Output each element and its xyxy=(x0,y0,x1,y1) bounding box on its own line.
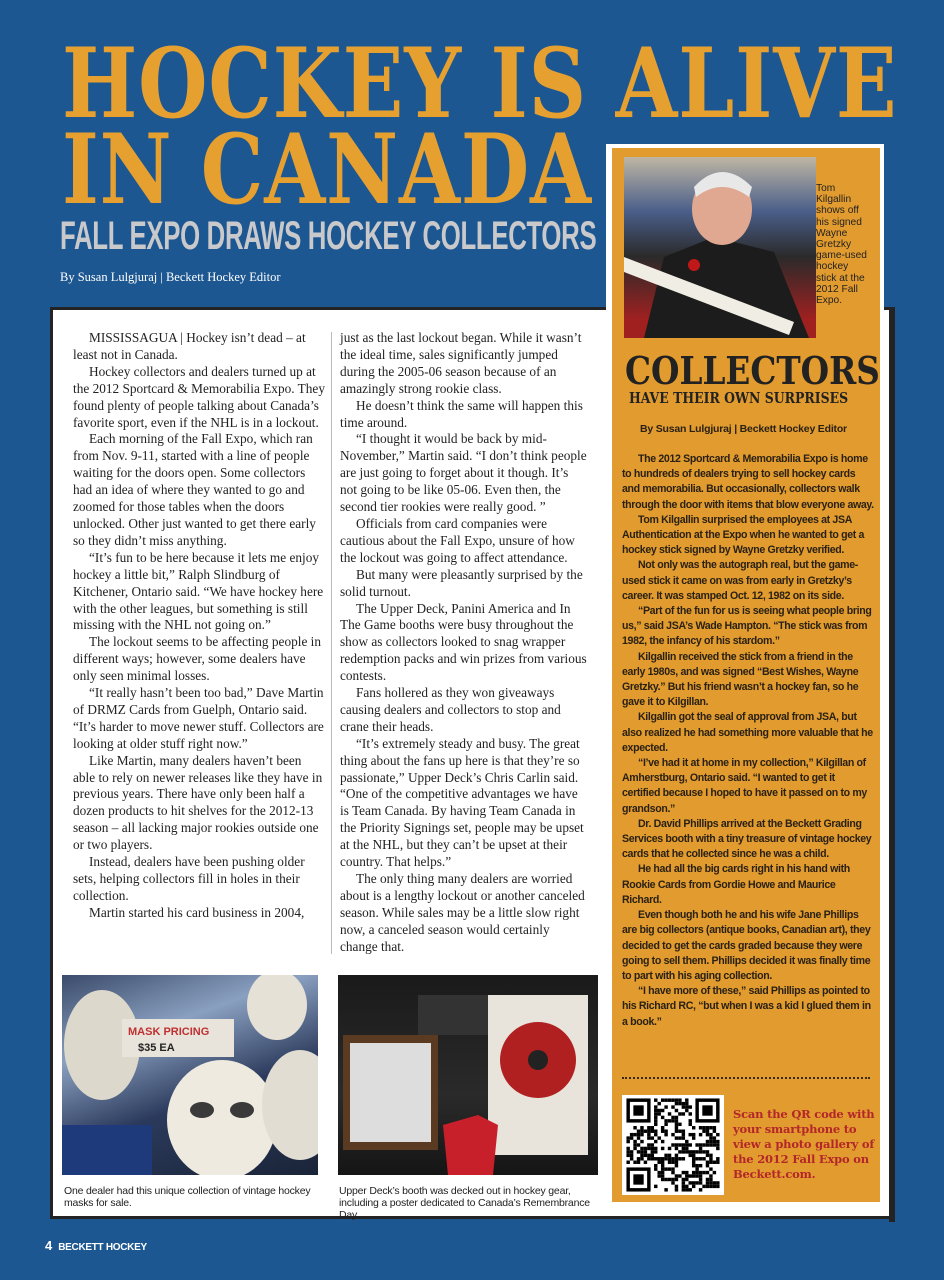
paragraph: Kilgallin got the seal of approval from JSA, but also realized he had something more valuable that he expected. xyxy=(622,711,873,754)
kilgallin-photo xyxy=(624,157,816,338)
paragraph: He had all the big cards right in his hand with Rookie Cards from Gordie Howe and Maurice Richard. xyxy=(622,863,850,906)
paragraph: But many were pleasantly surprised by the solid turnout. xyxy=(340,566,583,599)
paragraph: MISSISSAGUA | Hockey isn’t dead – at least not in Canada. xyxy=(73,330,306,362)
paragraph: “I’ve had it at home in my collection,” Kilgillan of Amherstburg, Ontario said. “I wanted to get it certified because I hoped to have it passed on to my grandson.” xyxy=(622,757,867,815)
subtitle: FALL EXPO DRAWS HOCKEY COLLECTORS xyxy=(60,214,597,258)
qr-code[interactable] xyxy=(622,1095,724,1195)
paragraph: Not only was the autograph real, but the game-used stick it came on was from early in Gretzky’s career. It was stamped Oct. 12, 1982 on its side. xyxy=(622,559,858,602)
headline-line-1: HOCKEY IS ALIVE xyxy=(62,27,898,140)
headline-line-2: IN CANADA xyxy=(62,113,592,226)
paragraph: Dr. David Phillips arrived at the Beckett Grading Services booth with a tiny treasure of vintage hockey cards that he collected since he was a child. xyxy=(622,817,872,861)
paragraph: He doesn’t think the same will happen this time around. xyxy=(340,397,583,430)
photo-caption-booth: Upper Deck’s booth was decked out in hockey gear, including a poster dedicated to Canada’s Remembrance Day. xyxy=(339,1185,590,1221)
paragraph: “I thought it would be back by mid-November,” Martin said. “I don’t think people are just going to forget about it though. It’s not going to be like 05-06. Even then, the second tier rookies were really good. ” xyxy=(340,431,587,515)
mask-pricing-sign: MASK PRICING xyxy=(128,1026,210,1038)
mask-price: $35 EA xyxy=(138,1042,175,1054)
sidebar-box xyxy=(612,148,880,1202)
sidebar-title: COLLECTORS xyxy=(625,348,880,393)
sidebar-photo-caption: Tom Kilgallin shows off his signed Wayne Gretzky game-used hockey stick at the 2012 Fall Expo. xyxy=(816,183,867,307)
paragraph: “It’s fun to be here because it lets me enjoy hockey a little bit,” Ralph Slindburg of Kitchener, Ontario said. “We have hockey here with the other leagues, but something is still missing with the NHL not going on.” xyxy=(73,549,324,633)
qr-instructions: Scan the QR code with your smartphone to view a photo gallery of the 2012 Fall Expo on Beckett.com. xyxy=(733,1107,875,1181)
booth-illustration xyxy=(338,975,598,1175)
paragraph: Each morning of the Fall Expo, which ran from Nov. 9-11, started with a line of people waiting for the doors open. Some collectors had an idea of where they wanted to go and zoomed for those tables when the doors unlocked. Other just wanted to get there early so they didn’t miss anything. xyxy=(73,431,316,548)
upper-deck-booth-photo xyxy=(338,975,598,1175)
sidebar-body xyxy=(622,452,874,1030)
paragraph: Fans hollered as they won giveaways causing dealers and collectors to stop and crane their heads. xyxy=(340,685,561,734)
kilgallin-illustration xyxy=(624,157,816,338)
paragraph: “It really hasn’t been too bad,” Dave Martin of DRMZ Cards from Guelph, Ontario said. “It’s harder to move newer stuff. Collectors are looking at older stuff right now.” xyxy=(73,685,324,751)
paragraph: The only thing many dealers are worried about is a lengthy lockout or another canceled season. While sales may be a little slow right now, a canceled season would certainly change that. xyxy=(340,871,585,954)
paragraph: Like Martin, many dealers haven’t been able to rely on newer releases like they have in previous years. There have only been half a dozen products to hit shelves for the 2012-13 season – all lacking major rookies outside one or two players. xyxy=(73,752,323,853)
paragraph: Even though both he and his wife Jane Phillips are big collectors (antique books, Canadian art), they decided to get the cards graded because they were going to sell them. Phillips decided it was finally time to part with his aging collection. xyxy=(622,909,871,982)
paragraph: “It’s extremely steady and busy. The great thing about the fans up here is that they’re so passionate,” Upper Deck’s Chris Carlin said. “One of the competitive advantages we have is Team Canada. By having Team Canada in the Priority Signings set, people may be upset at the NHL, but they can’t be upset at their country. That helps.” xyxy=(340,735,584,870)
paragraph: “Part of the fun for us is seeing what people bring us,” said JSA’s Wade Hampton. “The stick was from 1982, the infancy of his stardom.” xyxy=(622,605,872,648)
paragraph: Tom Kilgallin surprised the employees at JSA Authentication at the Expo when he wanted to get a hockey stick signed by Wayne Gretzky verified. xyxy=(622,513,865,557)
paragraph: just as the last lockout began. While it wasn’t the ideal time, sales significantly jumped during the 2005-06 season because of an amazingly strong rookie class. xyxy=(340,330,582,396)
paragraph: Kilgallin received the stick from a friend in the early 1980s, and was signed “Best Wishes, Wayne Gretzky.” But his friend wasn’t a hockey fan, so he gave it to Kilgillan. xyxy=(622,650,859,709)
paragraph: Instead, dealers have been pushing older sets, helping collectors fill in holes in their collection. xyxy=(73,854,305,903)
sidebar-subtitle: HAVE THEIR OWN SURPRISES xyxy=(629,390,849,407)
magazine-name: BECKETT HOCKEY xyxy=(58,1242,147,1253)
qr-code-icon xyxy=(622,1095,724,1195)
paragraph: “I have more of these,” said Phillips as pointed to his Richard RC, “but when I was a kid I glued them in a book.” xyxy=(622,985,871,1028)
paragraph: The Upper Deck, Panini America and In The Game booths were busy throughout the show as collectors looked to snag wrapper redemption packs and win prizes from various contests. xyxy=(340,600,587,684)
paragraph: The lockout seems to be affecting people in different ways; however, some dealers have only seen minimal losses. xyxy=(73,634,322,684)
sidebar-byline: By Susan Lulgjuraj | Beckett Hockey Editor xyxy=(640,423,847,435)
paragraph: Officials from card companies were cautious about the Fall Expo, unsure of how the lockout was going to affect attendance. xyxy=(340,515,575,565)
page-number: 4 xyxy=(45,1238,53,1253)
masks-illustration xyxy=(62,975,318,1175)
column-divider xyxy=(331,332,332,954)
paragraph: The 2012 Sportcard & Memorabilia Expo is home to hundreds of dealers trying to sell hockey cards and memorabilia. But occasionally, collectors walk through the door with items that blow everyone away. xyxy=(622,453,874,511)
hockey-masks-photo xyxy=(62,975,318,1175)
page-footer xyxy=(45,1237,147,1255)
photo-caption-masks: One dealer had this unique collection of vintage hockey masks for sale. xyxy=(64,1185,311,1209)
article-column-2 xyxy=(340,330,588,956)
byline: By Susan Lulgjuraj | Beckett Hockey Editor xyxy=(60,270,281,284)
dotted-divider xyxy=(622,1077,870,1079)
paragraph: Hockey collectors and dealers turned up at the 2012 Sportcard & Memorabilia Expo. They found plenty of people talking about Canada’s favorite sport, even if the NHL is in a lockout. xyxy=(73,363,325,430)
panel-shadow xyxy=(889,307,895,1222)
paragraph: Martin started his card business in 2004, xyxy=(89,904,305,920)
article-column-1 xyxy=(73,330,325,922)
